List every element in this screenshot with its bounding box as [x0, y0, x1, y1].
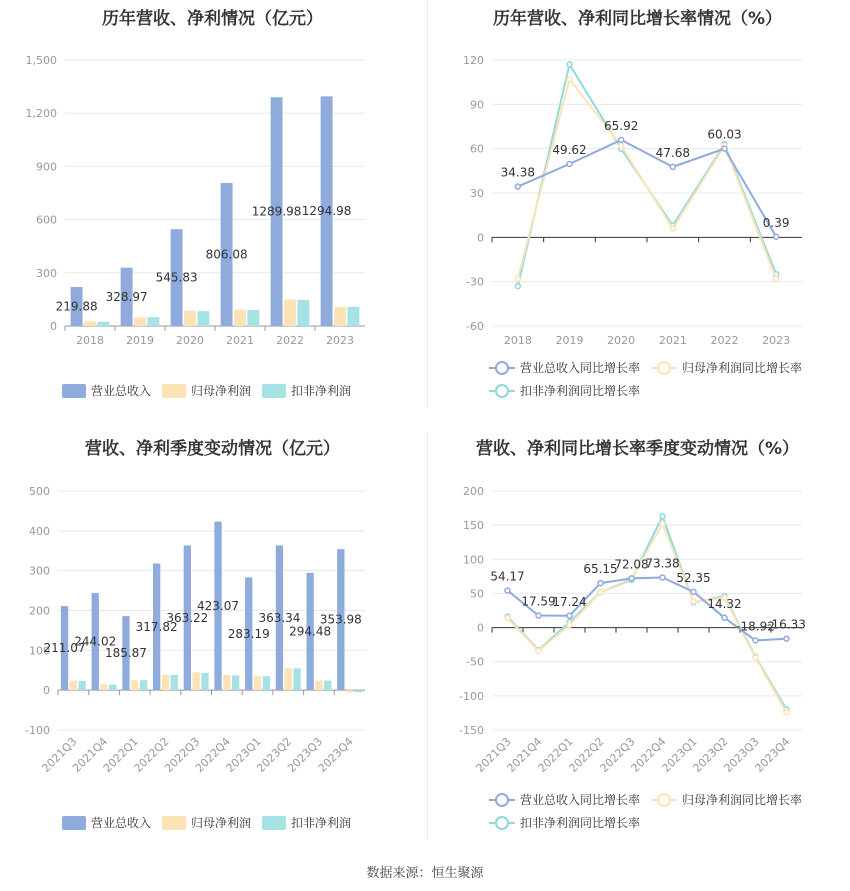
y-tick-label: 120 [463, 54, 484, 67]
x-tick-label: 2023Q3 [285, 734, 326, 775]
chart-title: 历年营收、净利同比增长率情况（%） [492, 9, 783, 29]
data-label: 353.98 [319, 612, 362, 627]
x-tick-label: 2023Q2 [690, 734, 731, 775]
line-point [515, 284, 520, 289]
y-tick-label: 1,200 [25, 107, 57, 121]
bar-deducted-profit [355, 690, 362, 692]
data-source-footer: 数据来源：恒生聚源 [366, 866, 484, 881]
legend-swatch [62, 816, 86, 830]
x-tick-label: 2021 [658, 334, 687, 347]
bar-deducted-profit [147, 317, 159, 326]
data-label: 219.88 [55, 299, 98, 314]
line-point [753, 655, 758, 660]
y-tick-label: 400 [29, 524, 50, 538]
line-point [598, 581, 603, 586]
bar-deducted-profit [297, 300, 309, 326]
x-tick-label: 2022Q4 [628, 734, 669, 775]
data-label: 52.35 [676, 570, 711, 585]
annual-growth-rate-chart [425, 0, 850, 430]
legend-label: 扣非净利润 [291, 384, 352, 398]
y-tick-label: 0 [50, 320, 57, 333]
legend-swatch [262, 816, 286, 830]
line-point [505, 616, 510, 621]
legend-marker [496, 794, 508, 806]
y-tick-label: -100 [25, 724, 50, 737]
y-tick-label: -50 [466, 655, 484, 669]
y-tick-label: 100 [463, 553, 484, 567]
bar-deducted-profit [324, 681, 331, 691]
legend-swatch [262, 384, 286, 398]
x-tick-label: 2023Q2 [254, 734, 295, 775]
data-label: 1294.98 [301, 204, 352, 219]
bar-deducted-profit [97, 322, 109, 326]
x-tick-label: 2022Q4 [192, 734, 233, 775]
line-point [567, 613, 572, 618]
bar-deducted-profit [347, 307, 359, 326]
bar-net-profit [192, 672, 199, 690]
y-tick-label: 150 [463, 519, 484, 533]
legend-swatch [62, 384, 86, 398]
y-tick-label: 500 [29, 485, 50, 498]
data-label: 244.02 [74, 634, 117, 649]
x-tick-label: 2018 [503, 334, 532, 347]
bar-net-profit [254, 676, 261, 690]
legend-swatch [162, 816, 186, 830]
bar-deducted-profit [171, 675, 178, 690]
data-label: 328.97 [105, 289, 148, 304]
y-tick-label: 1,500 [25, 54, 57, 67]
x-tick-label: 2019 [555, 334, 584, 347]
bar-deducted-profit [263, 676, 270, 690]
line-point [722, 615, 727, 620]
bar-net-profit [285, 668, 292, 690]
x-tick-label: 2022Q2 [566, 734, 607, 775]
line-point [619, 143, 624, 148]
legend-label: 归母净利润 [191, 384, 252, 398]
line-point [660, 521, 665, 526]
data-label: 1289.98 [251, 204, 302, 219]
bar-net-profit [131, 680, 138, 690]
bar-deducted-profit [293, 668, 300, 690]
bar-net-profit [223, 675, 230, 690]
x-tick-label: 2022 [710, 334, 739, 347]
bar-net-profit [162, 675, 169, 690]
x-tick-label: 2023Q4 [752, 734, 793, 775]
x-tick-label: 2021Q4 [504, 734, 545, 775]
x-tick-label: 2023Q1 [659, 734, 700, 775]
x-tick-label: 2022Q1 [100, 734, 141, 775]
bar-deducted-profit [109, 685, 116, 691]
chart-title: 营收、净利季度变动情况（亿元） [85, 439, 340, 459]
data-label: 34.38 [500, 165, 536, 180]
y-tick-label: 300 [29, 564, 50, 578]
data-label: 283.19 [227, 626, 270, 641]
data-label: 0.39 [762, 215, 790, 230]
y-tick-label: 90 [470, 98, 484, 112]
bar-net-profit [70, 681, 77, 691]
x-tick-label: 2020 [607, 334, 636, 347]
line-point [567, 77, 572, 82]
x-tick-label: 2022Q3 [597, 734, 638, 775]
line-series [508, 516, 787, 709]
bar-net-profit [315, 681, 322, 691]
data-label: -18.92 [736, 619, 775, 634]
bar-net-profit [334, 307, 346, 326]
y-tick-label: -60 [466, 320, 484, 333]
bar-net-profit [346, 690, 353, 692]
data-label: 72.08 [614, 557, 649, 572]
bar-deducted-profit [201, 673, 208, 690]
data-label: 14.32 [707, 596, 742, 611]
data-label: 363.34 [258, 610, 301, 625]
line-point [670, 164, 675, 169]
data-label: 73.38 [645, 556, 680, 571]
line-point [691, 599, 696, 604]
chart-title: 历年营收、净利情况（亿元） [102, 9, 323, 29]
y-tick-label: 200 [463, 485, 484, 498]
data-label: 65.92 [603, 118, 639, 133]
y-tick-label: 0 [43, 684, 50, 698]
line-point [536, 613, 541, 618]
quarterly-growth-rate-panel [425, 430, 850, 860]
bar-deducted-profit [140, 680, 147, 690]
data-label: 185.87 [104, 646, 147, 661]
data-label: 317.82 [135, 619, 178, 634]
line-point [515, 184, 520, 189]
line-series [508, 524, 787, 712]
data-label: 49.62 [552, 143, 587, 158]
x-tick-label: 2023Q1 [223, 734, 264, 775]
bar-net-profit [234, 310, 246, 326]
x-tick-label: 2021Q3 [473, 734, 514, 775]
x-tick-label: 2020 [176, 334, 204, 347]
data-label: 17.59 [521, 594, 556, 609]
x-tick-label: 2023 [762, 334, 791, 347]
data-label: 294.48 [289, 624, 332, 639]
line-point [619, 137, 624, 142]
line-point [784, 636, 789, 641]
line-point [660, 514, 665, 519]
line-point [567, 622, 572, 627]
y-tick-label: -30 [466, 275, 484, 289]
line-point [660, 575, 665, 580]
bar-net-profit [100, 684, 107, 690]
x-tick-label: 2021 [226, 334, 254, 347]
y-tick-label: 0 [477, 231, 484, 245]
legend-label: 营业总收入同比增长率 [520, 793, 641, 807]
y-tick-label: 600 [36, 213, 57, 227]
x-tick-label: 2023Q4 [315, 734, 356, 775]
line-series [518, 79, 776, 279]
quarterly-revenue-profit-chart [0, 430, 425, 860]
line-point [691, 589, 696, 594]
line-point [670, 226, 675, 231]
line-point [598, 590, 603, 595]
data-label: 806.08 [205, 247, 248, 262]
data-label: 60.03 [707, 127, 742, 142]
bar-net-profit [284, 299, 296, 326]
line-point [567, 62, 572, 67]
bar-net-profit [184, 310, 196, 326]
legend-label: 扣非净利润 [291, 816, 352, 830]
quarterly-revenue-profit-panel [0, 430, 425, 860]
line-point [774, 234, 779, 239]
legend-label: 扣非净利润同比增长率 [520, 384, 641, 398]
line-series [518, 64, 776, 286]
line-point [774, 276, 779, 281]
legend-label: 营业总收入同比增长率 [520, 361, 641, 375]
y-tick-label: 30 [470, 187, 484, 200]
x-tick-label: 2019 [126, 334, 154, 347]
y-tick-label: -150 [459, 724, 484, 737]
data-label: 47.68 [655, 145, 691, 160]
line-point [515, 276, 520, 281]
y-tick-label: 900 [36, 160, 57, 174]
legend-marker [496, 362, 508, 374]
bar-net-profit [134, 317, 146, 326]
legend-label: 归母净利润同比增长率 [682, 793, 803, 807]
x-tick-label: 2023Q3 [721, 734, 762, 775]
bar-deducted-profit [247, 310, 259, 326]
data-label: 17.24 [552, 594, 587, 609]
data-label: 65.15 [583, 562, 618, 577]
bar-deducted-profit [79, 681, 86, 690]
line-point [784, 710, 789, 715]
legend-label: 营业总收入 [91, 816, 152, 830]
data-label: 423.07 [197, 598, 240, 613]
data-label: 363.22 [166, 610, 209, 625]
x-tick-label: 2022Q3 [162, 734, 203, 775]
y-tick-label: 300 [36, 266, 57, 280]
line-point [753, 638, 758, 643]
legend-swatch [162, 384, 186, 398]
legend-label: 扣非净利润同比增长率 [520, 816, 641, 830]
y-tick-label: 200 [29, 604, 50, 618]
x-tick-label: 2021Q4 [70, 734, 111, 775]
legend-label: 归母净利润同比增长率 [682, 361, 803, 375]
data-label: 545.83 [155, 270, 198, 285]
x-tick-label: 2022 [276, 334, 304, 347]
y-tick-label: 60 [470, 142, 484, 156]
y-tick-label: 100 [29, 644, 50, 658]
annual-revenue-profit-chart [0, 0, 425, 430]
y-tick-label: 50 [470, 587, 484, 601]
x-tick-label: 2022Q2 [131, 734, 172, 775]
x-tick-label: 2022Q1 [535, 734, 576, 775]
line-point [629, 576, 634, 581]
line-point [567, 162, 572, 167]
bar-deducted-profit [232, 675, 239, 690]
annual-growth-rate-panel [425, 0, 850, 430]
legend-label: 归母净利润 [191, 816, 252, 830]
bar-deducted-profit [197, 311, 209, 326]
y-tick-label: -100 [459, 689, 484, 703]
line-point [722, 146, 727, 151]
y-tick-label: 0 [477, 621, 484, 635]
bar-net-profit [84, 321, 96, 326]
x-tick-label: 2021Q3 [39, 734, 80, 775]
line-point [505, 588, 510, 593]
chart-title: 营收、净利同比增长率季度变动情况（%） [475, 439, 800, 459]
legend-marker [658, 794, 670, 806]
legend-marker [496, 817, 508, 829]
legend-marker [496, 385, 508, 397]
quarterly-growth-rate-chart [425, 430, 850, 860]
legend-marker [658, 362, 670, 374]
x-tick-label: 2018 [76, 334, 104, 347]
data-label: -16.33 [767, 617, 806, 632]
x-tick-label: 2023 [326, 334, 354, 347]
data-label: 211.07 [43, 641, 86, 656]
legend-label: 营业总收入 [91, 384, 152, 398]
annual-revenue-profit-panel [0, 0, 425, 430]
line-point [536, 648, 541, 653]
data-label: 54.17 [490, 569, 525, 584]
